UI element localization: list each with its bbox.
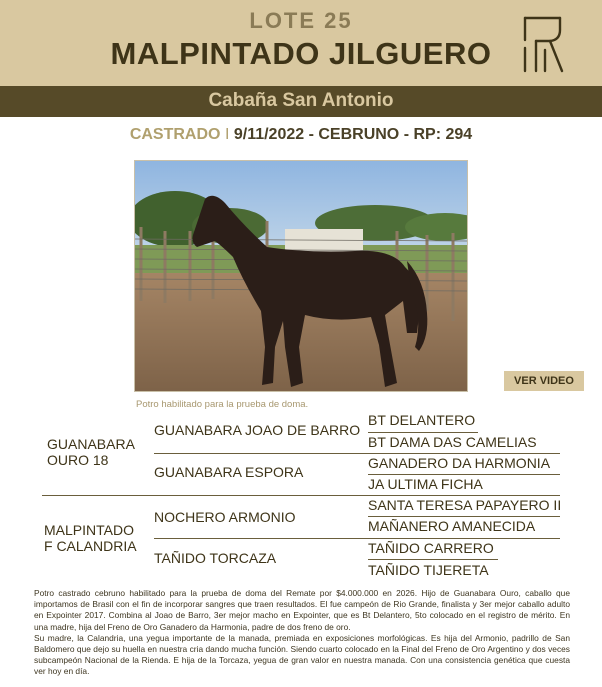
horse-description [34,588,570,678]
paternal-gg-dam-2: JA ULTIMA FICHA [368,476,483,492]
horse-name: MALPINTADO JILGUERO [110,36,492,71]
pedigree-main-divider [42,495,560,496]
paternal-grandsire: GUANABARA JOAO DE BARRO [154,422,361,438]
lot-number: LOTE 25 [249,8,353,33]
description-paragraph-1: Potro castrado cebruno habilitado para la prueba de doma del Remate por $4.000.000 en 2026. Hijo de Guanabara Ouro, caballo que importamos de Brasil con el fin de incorporar sangres que traen resultados. El fue campeón de Rio Grande, finalista y 3er mejor caballo adulto en Expointer 2017. Combina al Joao de Barro, 3er mejor macho en Expointer, que es Bt Delantero, 5to colocado en el registro de mérito. En una madre, hija del Freno de Oro Ganadero da Harmonia, padre de dos freno de oro. [34,588,570,632]
maternal-grandsire: NOCHERO ARMONIO [154,509,296,525]
divider [368,559,498,560]
paternal-gg-dam-1: BT DAMA DAS CAMELIAS [368,434,537,450]
dam-name-line1: MALPINTADO [44,522,134,538]
horse-details: 9/11/2022 - CEBRUNO - RP: 294 [233,126,473,143]
sire-name-line2: OURO 18 [47,452,109,468]
paternal-gg-sire-1: BT DELANTERO [368,412,476,428]
brand-mark-icon [518,14,568,74]
photo-caption: Potro habilitado para la prueba de doma. [136,399,309,410]
breeder-band [0,86,602,117]
paternal-gg-sire-2: GANADERO DA HARMONIA [368,455,551,471]
breeder-name: Cabaña San Antonio [208,90,394,111]
divider [154,538,560,539]
divider [154,453,560,454]
maternal-granddam: TAÑIDO TORCAZA [154,550,277,566]
sire-name-line1: GUANABARA [47,436,135,452]
maternal-gg-sire-2: TAÑIDO CARRERO [368,540,494,556]
description-paragraph-2: Su madre, la Calandria, una yegua importante de la manada, premiada en exposiciones morfológicas. Es hija del Armonio, padrillo de San Baldomero que dejo su huella en nuestra cria dando mucha función. Siendo cuarto colocado en la Final del Freno de Oro Argentino y dos veces subcampeón Nacional de la Rienda. E hija de la Torcaza, yegua de gran valor en nuestra manada. Con una consistencia genética que cuesta ver hoy en día. [34,632,570,677]
watch-video-button[interactable]: VER VIDEO [504,371,584,391]
pedigree-sire [47,436,135,468]
info-separator: I [224,126,230,143]
divider [368,474,560,475]
paternal-granddam: GUANABARA ESPORA [154,464,304,480]
maternal-gg-dam-2: TAÑIDO TIJERETA [368,562,489,578]
maternal-gg-sire-1: SANTA TERESA PAPAYERO II [368,497,562,513]
dam-name-line2: F CALANDRIA [44,538,137,554]
category-label: CASTRADO [129,126,221,143]
maternal-gg-dam-1: MAÑANERO AMANECIDA [368,518,536,534]
horse-photo [134,160,468,392]
horse-info [0,126,602,144]
pedigree-dam [44,522,137,554]
divider [368,516,560,517]
divider [368,432,478,433]
header-band [0,0,602,86]
